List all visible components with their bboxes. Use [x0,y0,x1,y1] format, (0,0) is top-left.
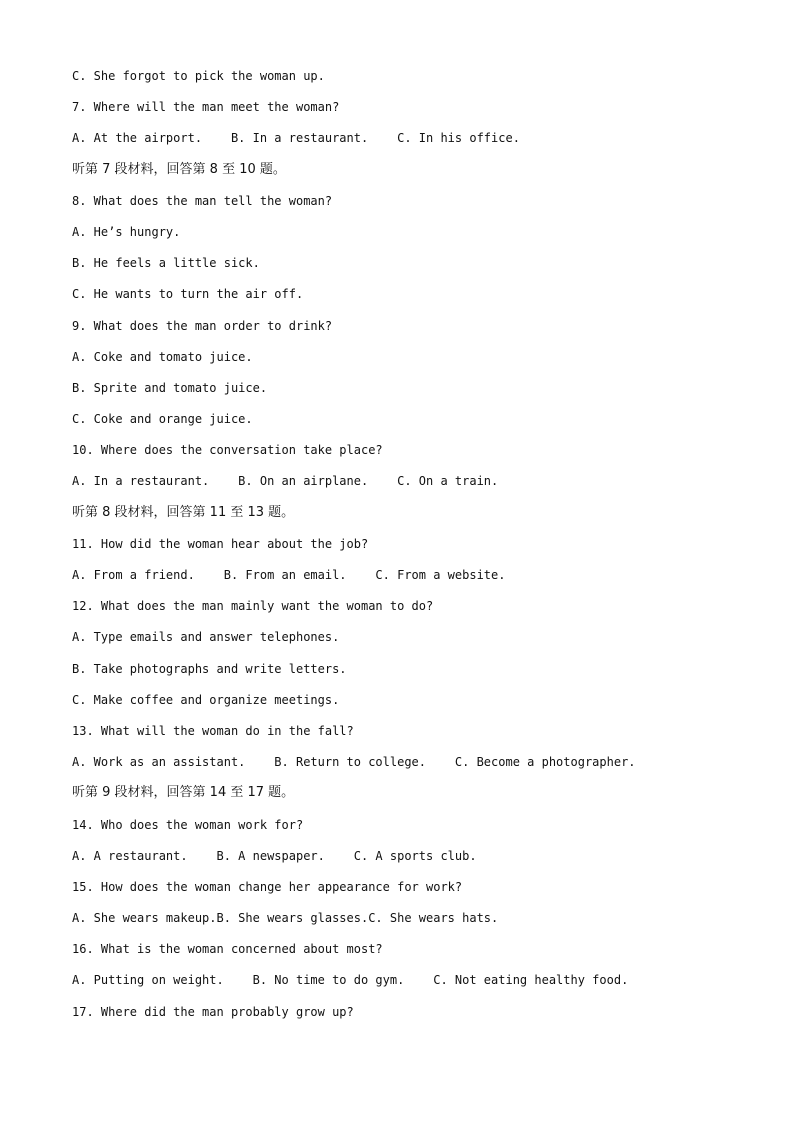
document-page [72,66,752,1033]
answer-option-line: A. In a restaurant. B. On an airplane. C. On a train. [72,474,499,489]
answer-option-line: B. Take photographs and write letters. [72,661,347,676]
question-text: 11. How did the woman hear about the job? [72,536,369,551]
question-text: 17. Where did the man probably grow up? [72,1004,354,1019]
answer-option-line: C. She forgot to pick the woman up. [72,69,325,83]
answer-option-line: B. Sprite and tomato juice. [72,380,268,395]
question-text: 15. How does the woman change her appearance for work? [72,879,463,894]
answer-option-line: C. Coke and orange juice. [72,412,253,427]
answer-option-line: A. A restaurant. B. A newspaper. C. A sports club. [72,848,477,863]
answer-option-line: B. He feels a little sick. [72,256,260,271]
question-text: 13. What will the woman do in the fall? [72,723,354,738]
answer-option-line: C. He wants to turn the air off. [72,287,304,302]
answer-option-line: A. Coke and tomato juice. [72,349,253,364]
question-text: 8. What does the man tell the woman? [72,193,333,208]
section-heading: 听第 8 段材料，回答第 11 至 13 题。 [72,504,295,520]
answer-option-line: A. She wears makeup.B. She wears glasses.C. She wears hats. [72,911,499,926]
answer-option-line: A. Work as an assistant. B. Return to college. C. Become a photographer. [72,755,636,770]
answer-option-line: A. From a friend. B. From an email. C. From a website. [72,568,506,582]
answer-option-line: A. Putting on weight. B. No time to do gym. C. Not eating healthy food. [72,973,629,988]
section-heading: 听第 7 段材料，回答第 8 至 10 题。 [72,161,286,177]
question-text: 12. What does the man mainly want the woman to do? [72,599,434,614]
answer-option-line: A. At the airport. B. In a restaurant. C. In his office. [72,131,520,146]
question-text: 7. Where will the man meet the woman? [72,100,340,115]
answer-option-line: A. Type emails and answer telephones. [72,630,340,645]
question-text: 10. Where does the conversation take place? [72,443,383,458]
answer-option-line: A. He’s hungry. [72,224,181,239]
question-text: 16. What is the woman concerned about most? [72,942,383,957]
section-heading: 听第 9 段材料，回答第 14 至 17 题。 [72,785,295,801]
question-text: 14. Who does the woman work for? [72,817,304,832]
answer-option-line: C. Make coffee and organize meetings. [72,692,340,707]
question-text: 9. What does the man order to drink? [72,318,333,333]
